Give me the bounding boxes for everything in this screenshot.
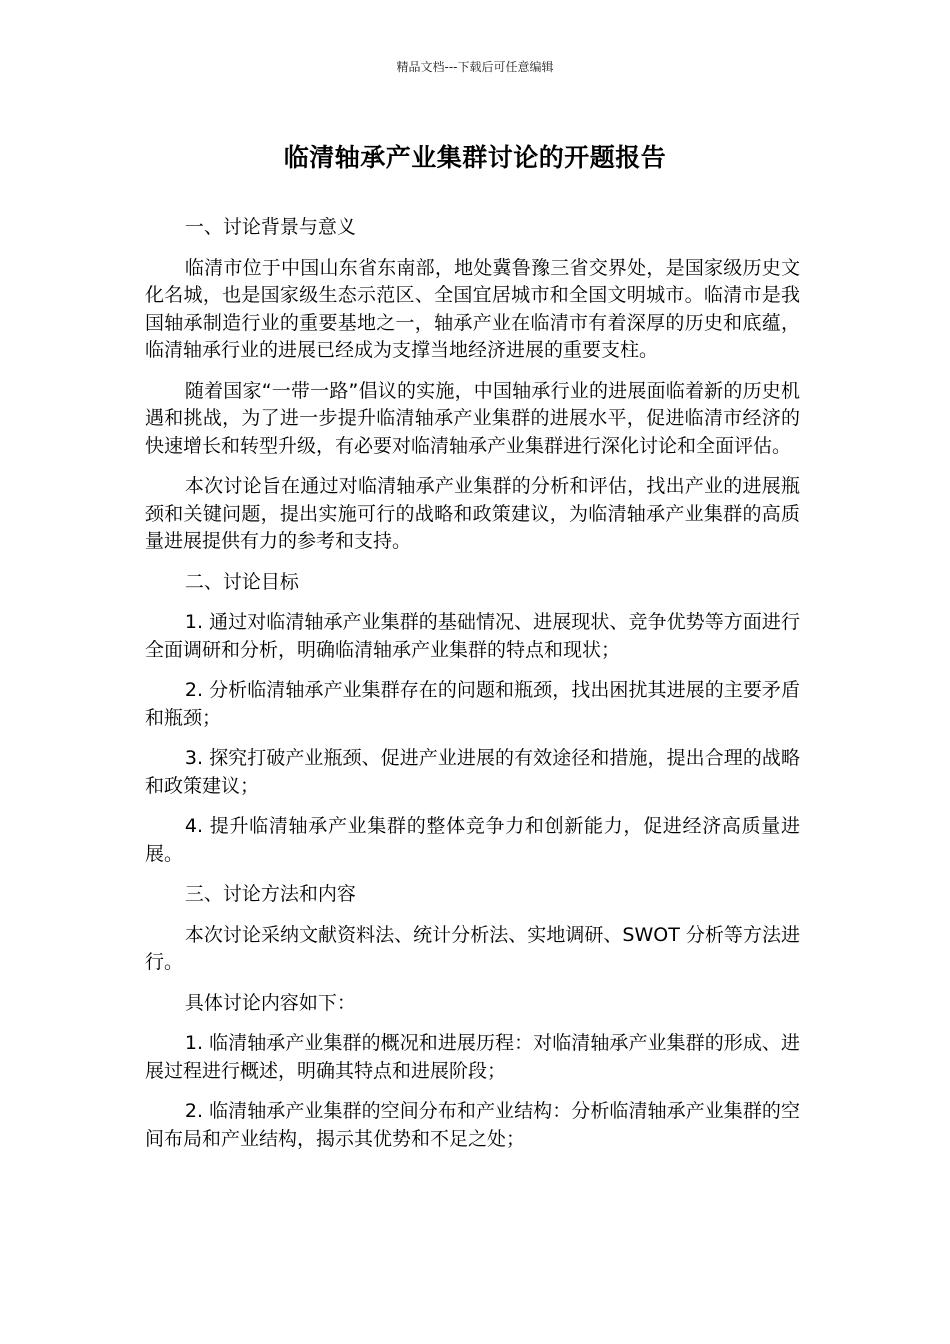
paragraph: 随着国家“一带一路”倡议的实施，中国轴承行业的进展面临着新的历史机遇和挑战，为了进一步提升临清轴承产业集群的进展水平，促进临清市经济的快速增长和转型升级，有必要对临清轴承产业集群进行深化讨论和全面评估。 [145,379,800,457]
list-item: 1. 临清轴承产业集群的概况和进展历程：对临清轴承产业集群的形成、进展过程进行概述，明确其特点和进展阶段； [145,1032,800,1082]
paragraph: 具体讨论内容如下： [184,991,356,1014]
list-item: 1. 通过对临清轴承产业集群的基础情况、进展现状、竞争优势等方面进行全面调研和分析，明确临清轴承产业集群的特点和现状； [145,611,800,661]
paragraph: 临清市位于中国山东省东南部，地处冀鲁豫三省交界处，是国家级历史文化名城，也是国家级生态示范区、全国宜居城市和全国文明城市。临清市是我国轴承制造行业的重要基地之一，轴承产业在临清市有着深厚的历史和底蕴，临清轴承行业的进展已经成为支撑当地经济进展的重要支柱。 [145,256,800,361]
header-note: 精品文档---下载后可任意编辑 [396,60,554,74]
section-heading-background: 一、讨论背景与意义 [184,216,356,238]
list-item: 2. 临清轴承产业集群的空间分布和产业结构：分析临清轴承产业集群的空间布局和产业结构，揭示其优势和不足之处； [145,1100,800,1150]
section-heading-goals: 二、讨论目标 [184,570,299,593]
list-item: 4. 提升临清轴承产业集群的整体竞争力和创新能力，促进经济高质量进展。 [145,815,800,865]
paragraph: 本次讨论采纳文献资料法、统计分析法、实地调研、SWOT 分析等方法进行。 [145,923,800,973]
list-item: 3. 探究打破产业瓶颈、促进产业进展的有效途径和措施，提出合理的战略和政策建议； [145,747,800,797]
section-heading-methods: 三、讨论方法和内容 [184,883,356,905]
list-item: 2. 分析临清轴承产业集群存在的问题和瓶颈，找出困扰其进展的主要矛盾和瓶颈； [145,679,800,729]
document-title: 临清轴承产业集群讨论的开题报告 [283,143,667,172]
paragraph: 本次讨论旨在通过对临清轴承产业集群的分析和评估，找出产业的进展瓶颈和关键问题，提出实施可行的战略和政策建议，为临清轴承产业集群的高质量进展提供有力的参考和支持。 [145,475,800,552]
document-body [145,214,800,1166]
